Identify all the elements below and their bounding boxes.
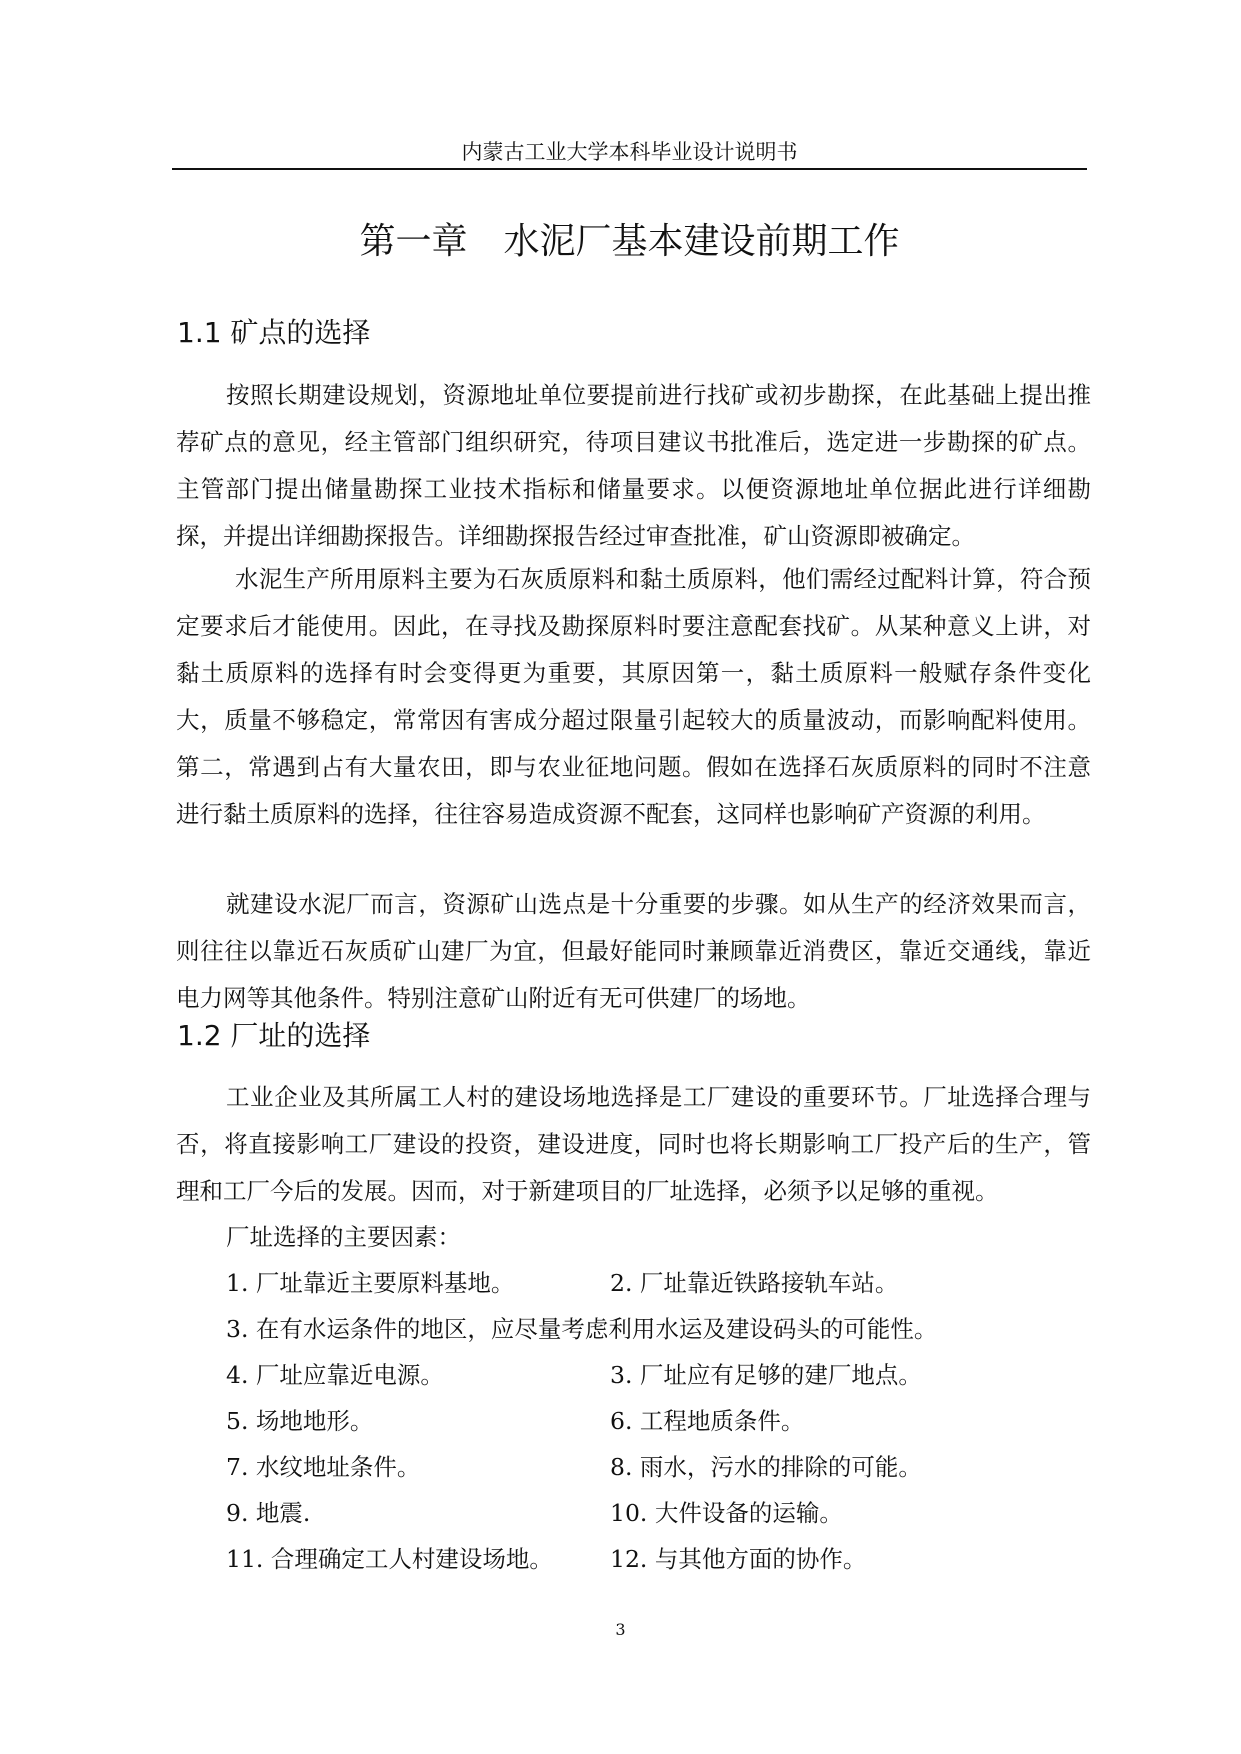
section-heading-1-2: 1.2 厂址的选择 bbox=[177, 1019, 371, 1052]
chapter-title: 第一章 水泥厂基本建设前期工作 bbox=[359, 221, 900, 262]
factors-label: 厂址选择的主要因素： bbox=[226, 1223, 461, 1251]
paragraph-mine-site-1: 按照长期建设规划，资源地址单位要提前进行找矿或初步勘探，在此基础上提出推荐矿点的意见，经主管部门组织研究，待项目建议书批准后，选定进一步勘探的矿点。主管部门提出储量勘探工业技术指标和储量要求。以便资源地址单位据此进行详细勘探，并提出详细勘探报告。详细勘探报告经过审查批准，矿山资源即被确定。 bbox=[176, 381, 1091, 550]
paragraph-plant-site-intro: 工业企业及其所属工人村的建设场地选择是工厂建设的重要环节。厂址选择合理与否，将直接影响工厂建设的投资，建设进度，同时也将长期影响工厂投产后的生产，管理和工厂今后的发展。因而，对于新建项目的厂址选择，必须予以足够的重视。 bbox=[176, 1083, 1091, 1205]
running-header: 内蒙古工业大学本科毕业设计说明书 bbox=[461, 140, 798, 164]
factor-item: 10. 大件设备的运输。 bbox=[610, 1499, 843, 1527]
factor-item: 4. 厂址应靠近电源。 bbox=[226, 1361, 444, 1389]
factor-item: 3. 在有水运条件的地区，应尽量考虑利用水运及建设码头的可能性。 bbox=[226, 1315, 938, 1343]
factor-item: 6. 工程地质条件。 bbox=[610, 1407, 805, 1435]
factor-item: 1. 厂址靠近主要原料基地。 bbox=[226, 1269, 515, 1297]
factor-item: 3. 厂址应有足够的建厂地点。 bbox=[610, 1361, 922, 1389]
factor-item: 5. 场地地形。 bbox=[226, 1407, 374, 1435]
factor-item: 8. 雨水，污水的排除的可能。 bbox=[610, 1453, 922, 1481]
section-heading-1-1: 1.1 矿点的选择 bbox=[177, 316, 371, 349]
header-rule bbox=[172, 168, 1087, 170]
factor-item: 9. 地震. bbox=[226, 1499, 311, 1527]
factor-item: 2. 厂址靠近铁路接轨车站。 bbox=[610, 1269, 899, 1297]
factor-item: 12. 与其他方面的协作。 bbox=[610, 1545, 867, 1573]
factor-item: 7. 水纹地址条件。 bbox=[226, 1453, 421, 1481]
factor-item: 11. 合理确定工人村建设场地。 bbox=[226, 1545, 553, 1573]
page-number: 3 bbox=[615, 1620, 626, 1639]
paragraph-mine-site-2: 水泥生产所用原料主要为石灰质原料和黏土质原料，他们需经过配料计算，符合预定要求后才能使用。因此，在寻找及勘探原料时要注意配套找矿。从某种意义上讲，对黏土质原料的选择有时会变得更为重要，其原因第一，黏土质原料一般赋存条件变化大，质量不够稳定，常常因有害成分超过限量引起较大的质量波动，而影响配料使用。第二，常遇到占有大量农田，即与农业征地问题。假如在选择石灰质原料的同时不注意进行黏土质原料的选择，往往容易造成资源不配套，这同样也影响矿产资源的利用。 bbox=[176, 565, 1091, 828]
paragraph-mine-site-3: 就建设水泥厂而言，资源矿山选点是十分重要的步骤。如从生产的经济效果而言，则往往以靠近石灰质矿山建厂为宜，但最好能同时兼顾靠近消费区，靠近交通线，靠近电力网等其他条件。特别注意矿山附近有无可供建厂的场地。 bbox=[176, 890, 1091, 1012]
